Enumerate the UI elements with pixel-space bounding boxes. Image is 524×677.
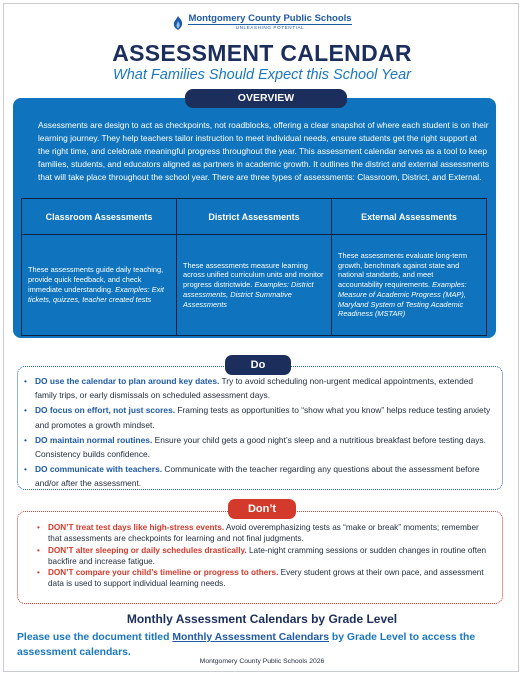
dont-label: Don’t — [228, 499, 296, 519]
district-heading: District Assessments — [177, 199, 332, 235]
do-list — [24, 374, 494, 492]
classroom-heading: Classroom Assessments — [22, 199, 177, 235]
do-item-text: Ensure your child gets a good night’s sleep and a nutritious breakfast before testing days. Consistency builds confidence. — [35, 434, 486, 460]
classroom-examples: Examples: Exit tickets, quizzes, teacher created tests — [28, 285, 164, 304]
overview-label: OVERVIEW — [185, 89, 347, 108]
external-examples: Examples: Measure of Academic Progress (MAP), Maryland System of Testing Academic Readiness (MSTAR) — [338, 280, 467, 319]
district-logo — [0, 14, 524, 31]
assessment-types-table — [21, 198, 487, 336]
do-item-lead: DO maintain normal routines. — [35, 434, 153, 445]
district-examples: Examples: District assessments, District Summative Assessments — [183, 280, 314, 309]
monthly-instructions — [17, 631, 505, 660]
dont-item-text: Avoid overemphasizing tests as “make or break” moments; remember that assessments are checkpoints for learning and not final judgments. — [48, 523, 479, 544]
dont-list — [37, 522, 493, 590]
district-cell — [177, 235, 332, 336]
monthly-text-before: Please use the document titled — [17, 632, 173, 643]
list-item — [24, 403, 494, 431]
table-row — [22, 235, 487, 336]
dont-item-text: Late-night cramming sessions or sudden changes in routine often backfire and increase fatigue. — [48, 545, 487, 566]
external-description: These assessments evaluate long-term growth, benchmark against state and national standards, and meet accountability requirements. — [338, 250, 467, 290]
list-item — [37, 522, 493, 545]
do-item-lead: DO use the calendar to plan around key dates. — [35, 376, 220, 386]
page-subtitle: What Families Should Expect this School Year — [113, 67, 411, 83]
do-label: Do — [225, 355, 291, 375]
do-item-lead: DO communicate with teachers. — [35, 464, 163, 475]
list-item — [24, 462, 494, 490]
list-item — [37, 545, 493, 568]
dont-item-lead: DON’T compare your child’s timeline or progress to others. — [48, 568, 279, 578]
district-description: These assessments measure learning across unified curriculum units and monitor progress districtwide. — [183, 260, 324, 290]
dont-item-lead: DON’T treat test days like high-stress events. — [48, 523, 225, 532]
list-item — [24, 374, 494, 402]
list-item — [24, 433, 494, 461]
classroom-cell — [22, 235, 177, 336]
overview-text: Assessments are design to act as checkpoints, not roadblocks, offering a clear snapshot of where each student is on their learning journey. They help teachers tailor instruction to meet individual needs, ensure students get the right support at the right time, and celebrate meaningful progress throughout the year. This assessment calendar serves as a tool to keep families, students, and educators aligned as partners in academic growth. It outlines the district and external assessments that will take place throughout the school year. There are three types of assessments: Classroom, District, and External. — [38, 120, 490, 182]
table-header-row — [22, 199, 487, 235]
footer-text: Montgomery County Public Schools 2026 — [199, 658, 325, 665]
do-item-lead: DO focus on effort, not just scores. — [35, 405, 176, 416]
monthly-heading: Monthly Assessment Calendars by Grade Level — [126, 612, 398, 626]
dont-item-text: Every student grows at their own pace, and assessment data is used to support individual learning needs. — [48, 568, 484, 589]
do-item-text: Framing tests as opportunities to “show what you know” helps reduce testing anxiety and promotes a growth mindset. — [35, 405, 491, 430]
do-item-text: Communicate with the teacher regarding any questions about the assessment before and/or after the assessment. — [35, 464, 480, 489]
external-heading: External Assessments — [332, 199, 487, 235]
dont-item-lead: DON’T alter sleeping or daily schedules drastically. — [48, 545, 247, 555]
do-item-text: Try to avoid scheduling non-urgent medical appointments, extended family trips, or early dismissals on scheduled assessment days. — [35, 376, 474, 401]
monthly-text-after: by Grade Level to access the assessment calendars. — [17, 632, 476, 658]
logo-tagline: UNLEASHING POTENTIAL — [188, 24, 351, 31]
classroom-description: These assessments guide daily teaching, provide quick feedback, and check immediate understanding. — [28, 265, 164, 294]
list-item — [37, 567, 493, 590]
logo-name: Montgomery County Public Schools — [188, 13, 352, 24]
logo-flame-icon — [172, 16, 184, 30]
page-title: ASSESSMENT CALENDAR — [112, 40, 412, 66]
external-cell — [332, 235, 487, 336]
monthly-calendars-link[interactable]: Monthly Assessment Calendars — [172, 632, 330, 643]
